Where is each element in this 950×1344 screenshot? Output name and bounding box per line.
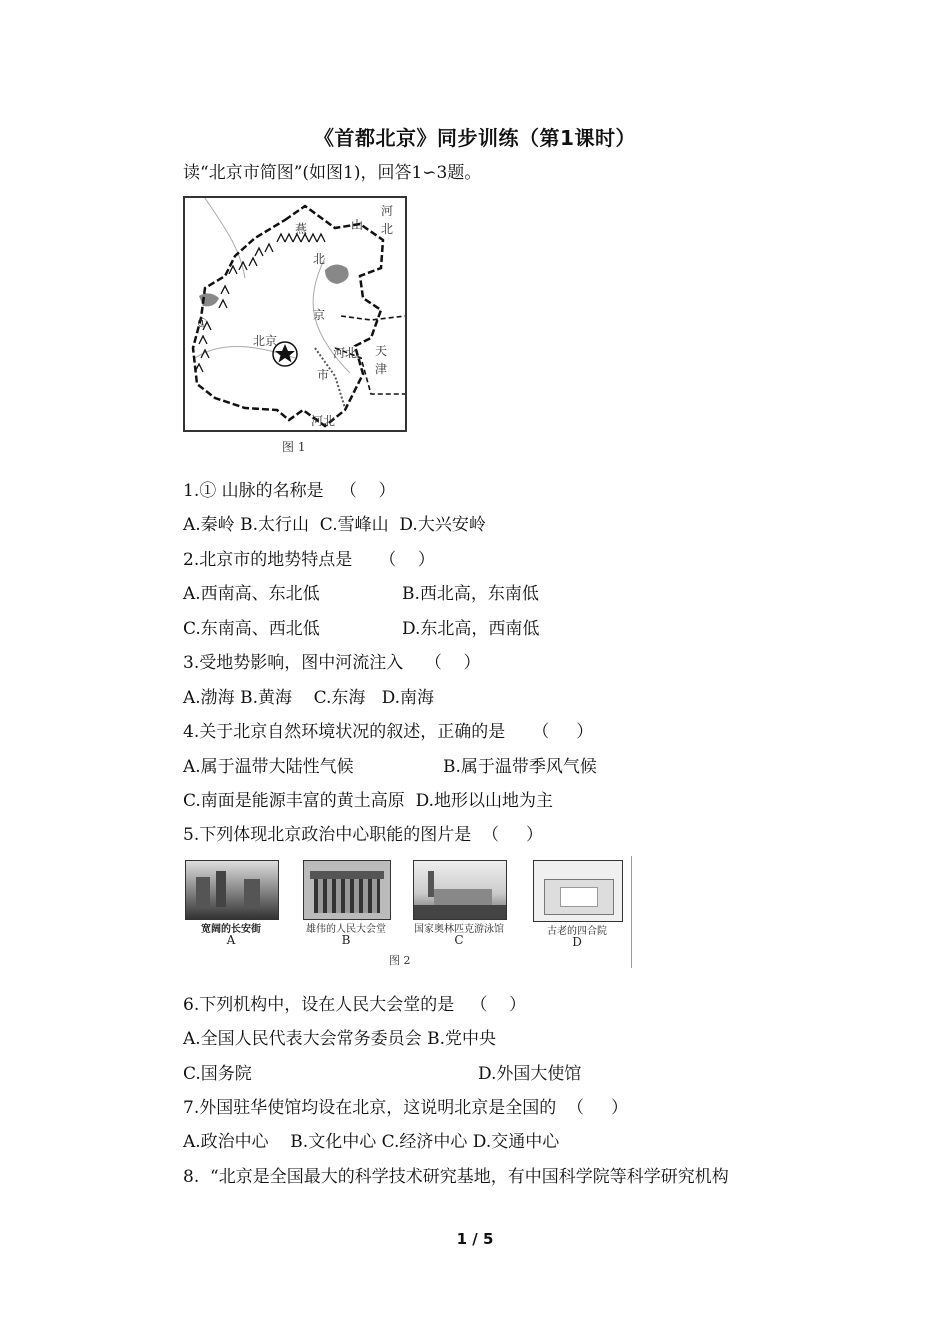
photo-c-caption: 国家奥林匹克游泳馆 (414, 924, 504, 935)
question-3-options: A.渤海 B.黄海 C.东海 D.南海 (183, 688, 435, 708)
map-label-jing: 京 (313, 308, 326, 322)
photo-d-letter: D (572, 935, 582, 949)
figure-1-caption: 图 1 (282, 440, 306, 454)
question-8: 8. “北京是全国最大的科学技术研究基地，有中国科学院等科学研究机构 (183, 1167, 729, 1187)
photo-b-letter: B (341, 933, 351, 947)
map-label-tianjin: 天 津 (375, 344, 388, 376)
map-label-hebei-mid: 河北 (333, 346, 358, 360)
question-4-option-a: A.属于温带大陆性气候 (183, 757, 354, 777)
map-label-shi: 市 (317, 368, 330, 382)
question-3: 3.受地势影响，图中河流注入 （ ） (183, 653, 481, 673)
page-number: 1 / 5 (456, 1230, 494, 1248)
photo-b-caption: 雄伟的人民大会堂 (306, 924, 386, 935)
question-4: 4.关于北京自然环境状况的叙述，正确的是 （ ） (183, 722, 594, 742)
question-2-option-c: C.东南高、西北低 (183, 619, 320, 639)
photo-d-siheyuan (533, 860, 623, 922)
beijing-map (183, 196, 407, 432)
intro-text: 读“北京市简图”(如图1)，回答1∽3题。 (183, 163, 482, 183)
map-label-yan: 燕 (295, 222, 308, 236)
question-6-option-d: D.外国大使馆 (478, 1064, 582, 1084)
question-7-options: A.政治中心 B.文化中心 C.经济中心 D.交通中心 (183, 1132, 560, 1152)
question-6: 6.下列机构中，设在人民大会堂的是 （ ） (183, 995, 527, 1015)
question-1: 1.① 山脉的名称是 （ ） (183, 481, 396, 501)
question-2-option-b: B.西北高，东南低 (402, 584, 539, 604)
map-label-hebei-ne: 河 北 (381, 204, 394, 236)
photo-d-caption: 古老的四合院 (547, 926, 607, 937)
photo-a-changan-avenue (185, 860, 279, 920)
question-6-option-c: C.国务院 (183, 1064, 252, 1084)
map-label-hebei-s: 河北 (311, 414, 336, 428)
map-label-shan: 山 (351, 218, 364, 232)
question-1-options: A.秦岭 B.太行山 C.雪峰山 D.大兴安岭 (183, 515, 486, 535)
map-label-circle-1: ① (197, 316, 208, 330)
question-2-option-d: D.东北高，西南低 (402, 619, 540, 639)
question-2-option-a: A.西南高、东北低 (183, 584, 320, 604)
photo-c-water-cube (413, 860, 507, 920)
photo-a-caption: 宽阔的长安街 (201, 924, 261, 935)
question-2: 2.北京市的地势特点是 （ ） (183, 550, 435, 570)
photo-a-letter: A (226, 933, 236, 947)
page-title: 《首都北京》同步训练（第1课时） (314, 126, 636, 150)
question-4-options-cd: C.南面是能源丰富的黄土高原 D.地形以山地为主 (183, 791, 554, 811)
map-label-bei: 北 (313, 252, 326, 266)
figure-2 (183, 856, 632, 968)
figure-2-caption: 图 2 (389, 954, 411, 967)
question-4-option-b: B.属于温带季风气候 (443, 757, 597, 777)
question-5: 5.下列体现北京政治中心职能的图片是 （ ） (183, 825, 544, 845)
question-7: 7.外国驻华使馆均设在北京，这说明北京是全国的 （ ） (183, 1098, 629, 1118)
question-6-options-ab: A.全国人民代表大会常务委员会 B.党中央 (183, 1029, 496, 1049)
photo-c-letter: C (454, 933, 464, 947)
photo-b-great-hall (303, 860, 391, 920)
map-label-beijing: 北京 (253, 334, 278, 348)
